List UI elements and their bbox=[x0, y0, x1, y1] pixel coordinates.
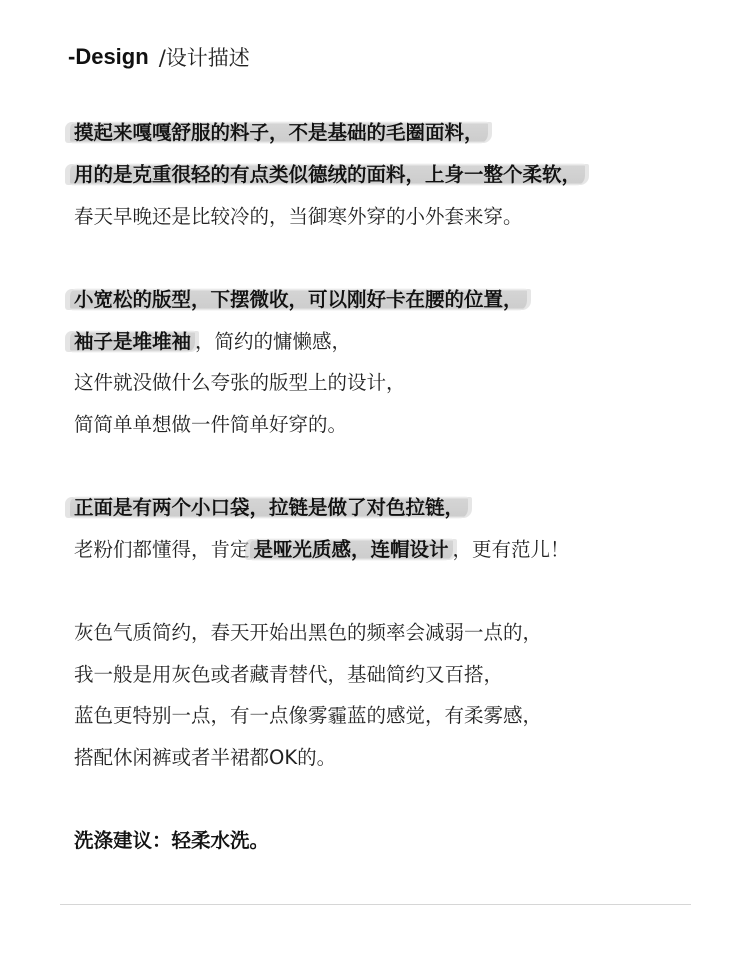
p2-line-3 bbox=[74, 366, 406, 400]
section-header bbox=[68, 40, 250, 74]
p4-line-3 bbox=[74, 699, 542, 733]
p4-line-4-text: 搭配休闲裤或者半裙都OK的。 bbox=[74, 746, 337, 769]
p3-line-2-pre: 老粉们都懂得，肯定 bbox=[74, 538, 250, 561]
p2-line-2 bbox=[74, 325, 351, 359]
p4-line-2 bbox=[74, 658, 503, 692]
p4-line-2-text: 我一般是用灰色或者藏青替代，基础简约又百搭， bbox=[74, 663, 504, 686]
p3-line-2-bold: 是哑光质感，连帽设计 bbox=[250, 538, 453, 561]
care-instructions: 洗涤建议：轻柔水洗。 bbox=[74, 829, 270, 852]
p1-line-3 bbox=[74, 200, 523, 234]
p5-line-1 bbox=[74, 824, 269, 858]
header-title-en: -Design bbox=[68, 44, 149, 69]
p2-line-1-text: 小宽松的版型，下摆微收，可以刚好卡在腰的位置， bbox=[70, 288, 527, 311]
p1-line-1-text: 摸起来嘎嘎舒服的料子，不是基础的毛圈面料， bbox=[70, 121, 488, 144]
p2-line-1 bbox=[74, 283, 527, 317]
p1-line-2-text: 用的是克重很轻的有点类似德绒的面料，上身一整个柔软， bbox=[70, 163, 585, 186]
p1-line-2 bbox=[74, 158, 585, 192]
p1-line-1 bbox=[74, 116, 488, 150]
p2-line-2-rest: ，简约的慵懒感， bbox=[195, 330, 352, 353]
p4-line-1-text: 灰色气质简约，春天开始出黑色的频率会减弱一点的， bbox=[74, 621, 543, 644]
p2-line-2-bold: 袖子是堆堆袖 bbox=[70, 330, 195, 353]
p4-line-1 bbox=[74, 616, 542, 650]
p3-line-2-post: ，更有范儿！ bbox=[452, 538, 570, 561]
p2-line-3-text: 这件就没做什么夸张的版型上的设计， bbox=[74, 371, 406, 394]
p1-line-3-text: 春天早晚还是比较冷的，当御寒外穿的小外套来穿。 bbox=[74, 205, 523, 228]
p3-line-1-text: 正面是有两个小口袋，拉链是做了对色拉链， bbox=[70, 496, 468, 519]
p3-line-2 bbox=[74, 533, 570, 567]
p4-line-3-text: 蓝色更特别一点，有一点像雾霾蓝的感觉，有柔雾感， bbox=[74, 704, 543, 727]
p2-line-4-text: 简简单单想做一件简单好穿的。 bbox=[74, 413, 348, 436]
p4-line-4 bbox=[74, 741, 336, 775]
header-title-zh: /设计描述 bbox=[158, 46, 250, 70]
p2-line-4 bbox=[74, 408, 347, 442]
divider bbox=[60, 904, 691, 905]
p3-line-1 bbox=[74, 491, 468, 525]
